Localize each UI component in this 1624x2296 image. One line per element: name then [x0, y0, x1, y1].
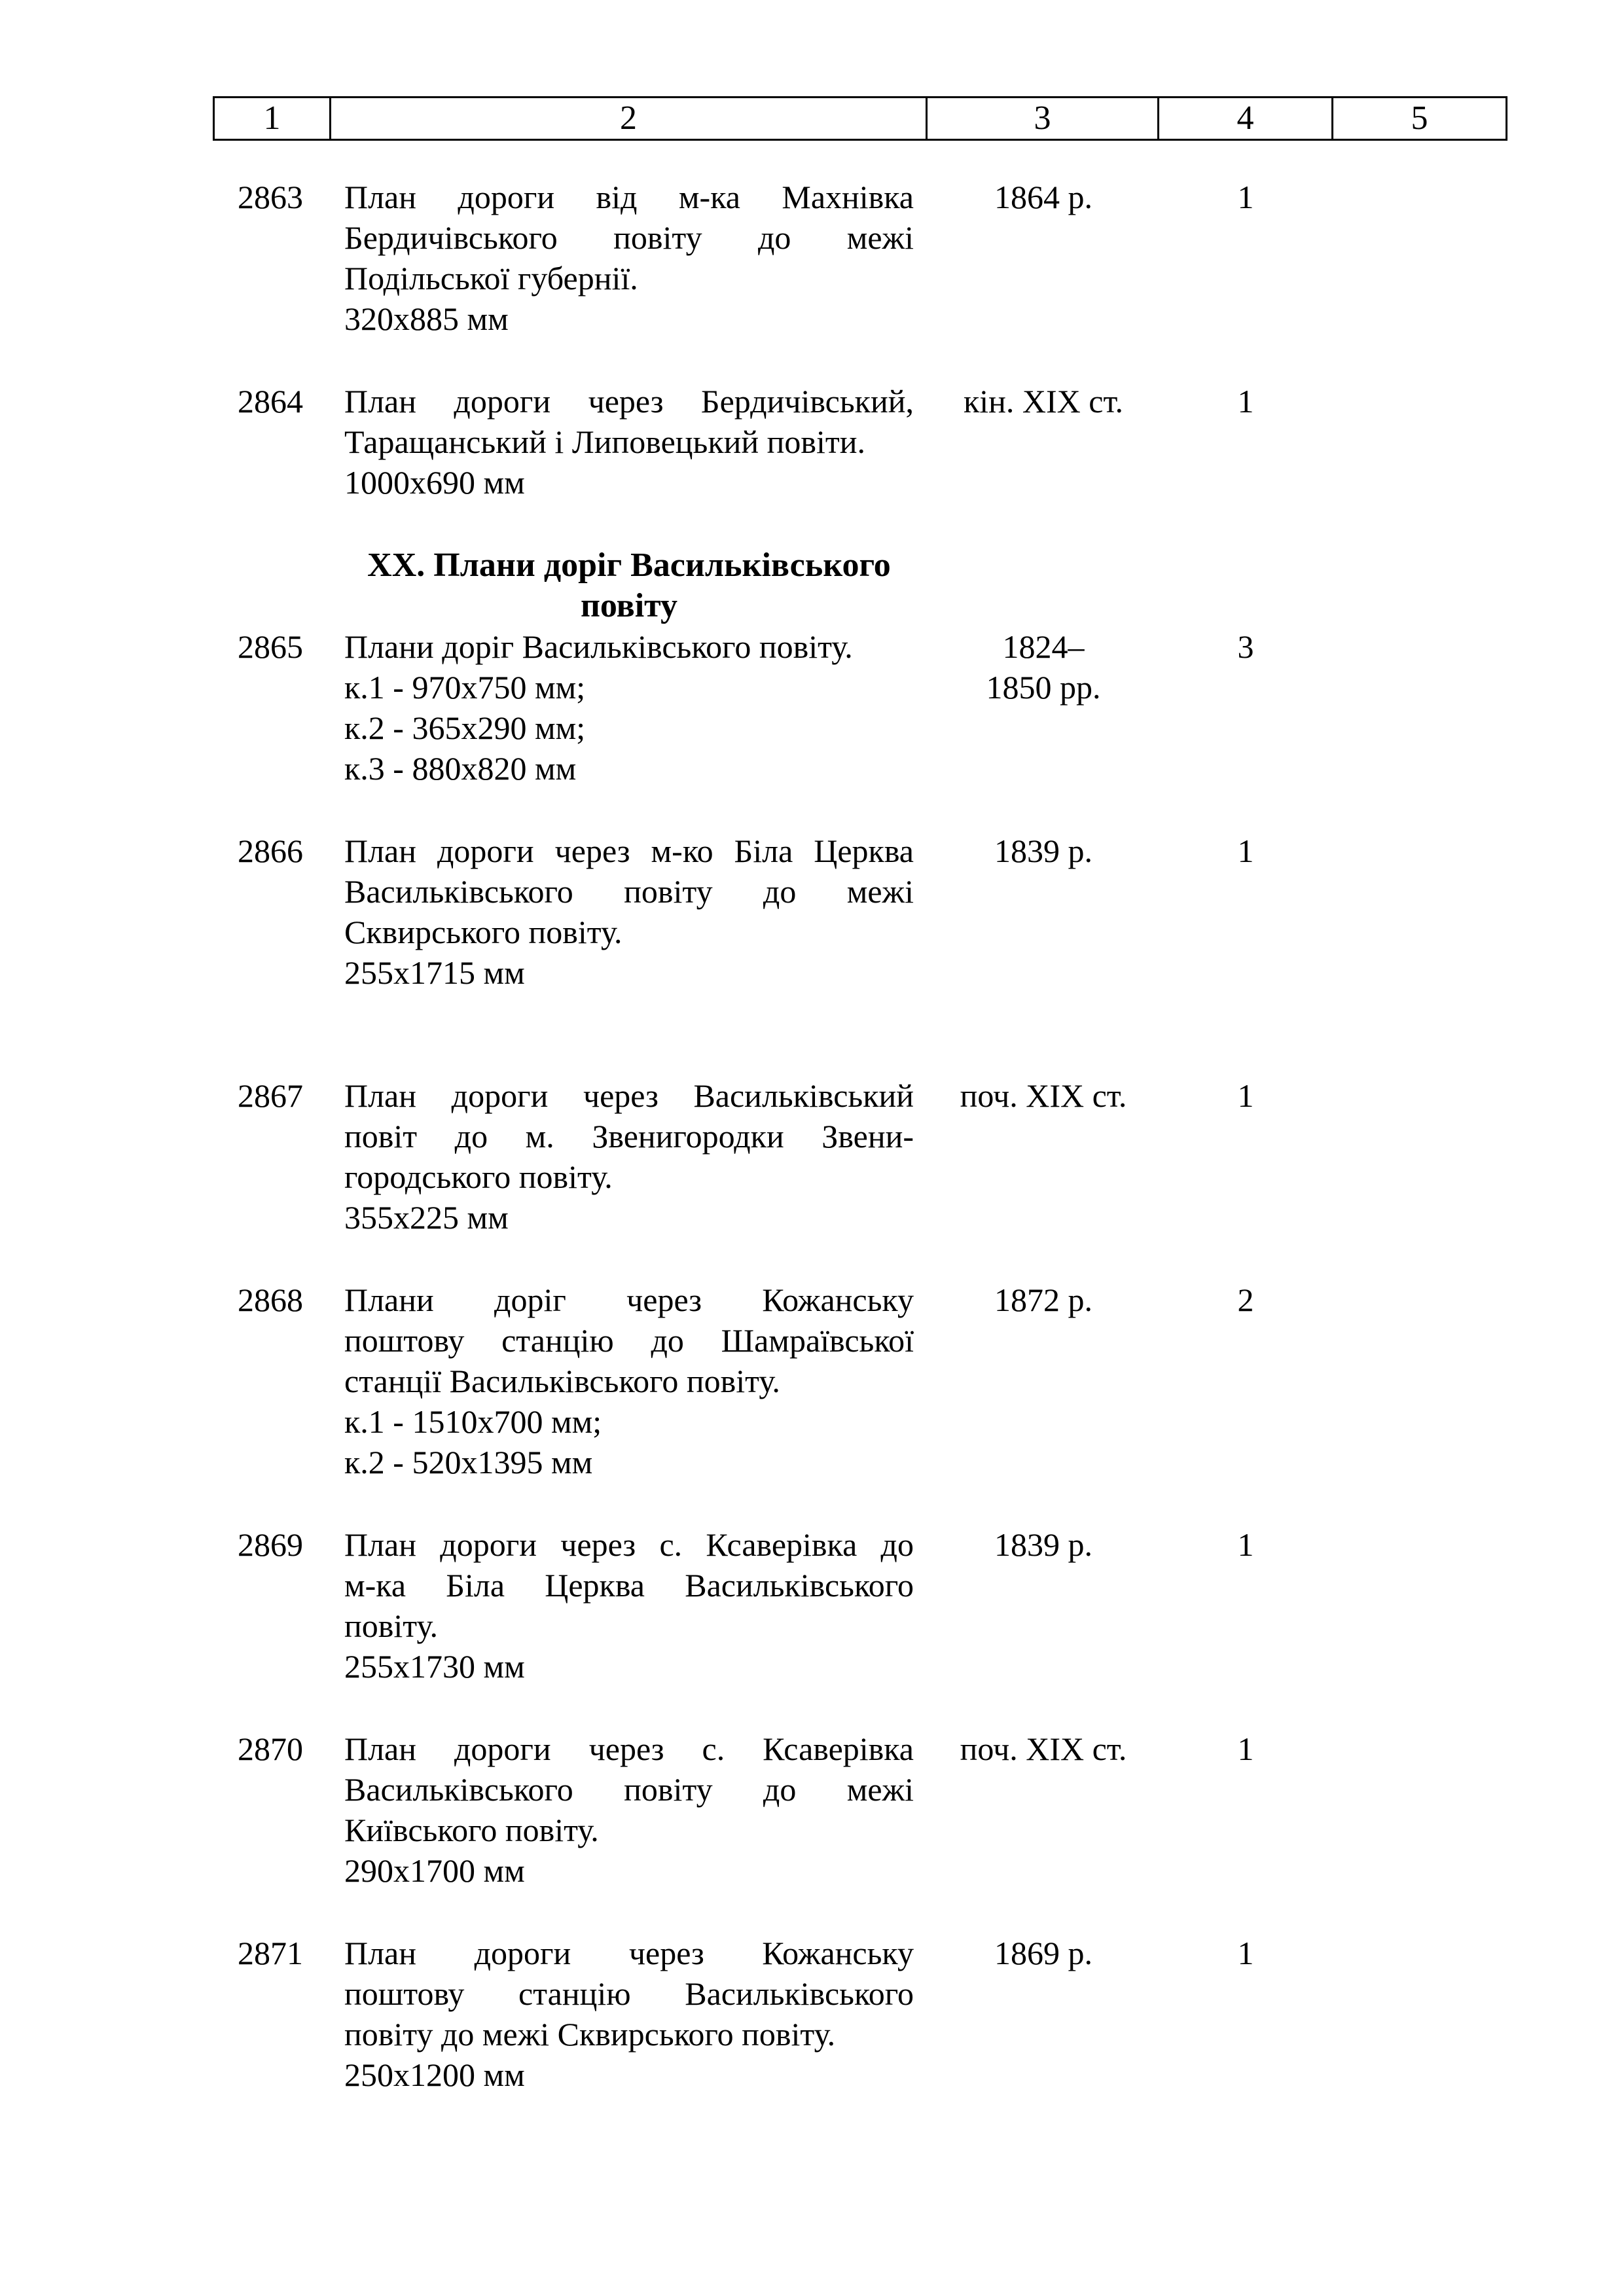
entry-date — [928, 1524, 1159, 1565]
column-header: 5 — [1333, 98, 1507, 140]
description-line: Плани доріг Васильківського повіту. — [344, 628, 853, 665]
section-title — [344, 545, 914, 626]
description-line: 255x1730 мм — [344, 1648, 525, 1685]
entry-description — [344, 381, 914, 503]
entry-number: 2867 — [238, 1077, 303, 1114]
description-line: План дороги через Васильківський — [344, 1077, 914, 1114]
description-line: Таращанський і Липовецький повіти. — [344, 423, 865, 460]
description-line: поштову станцію до Шамраївської — [344, 1322, 914, 1359]
entry-date — [928, 626, 1159, 708]
entry-count: 1 — [1237, 179, 1254, 215]
description-line: 255x1715 мм — [344, 954, 525, 991]
entry-number: 2868 — [238, 1282, 303, 1318]
date-line: 1839 р. — [994, 1526, 1092, 1563]
entry-count: 1 — [1237, 383, 1254, 420]
description-line: Подільської губернії. — [344, 260, 638, 296]
date-line: 1872 р. — [994, 1282, 1092, 1318]
description-line: к.2 - 365x290 мм; — [344, 709, 586, 746]
description-line: Бердичівського повіту до межі — [344, 219, 914, 256]
column-header: 1 — [214, 98, 331, 140]
date-line: 1869 р. — [994, 1935, 1092, 1971]
entry-date — [928, 177, 1159, 217]
description-line: 1000x690 мм — [344, 464, 525, 501]
entry-number: 2866 — [238, 833, 303, 869]
date-line: 1850 рр. — [986, 669, 1101, 706]
entry-description — [344, 831, 914, 993]
description-line: Плани доріг через Кожанську — [344, 1282, 914, 1318]
column-header: 4 — [1159, 98, 1333, 140]
date-line: 1824– — [1002, 628, 1085, 665]
entry-count: 1 — [1237, 833, 1254, 869]
description-line: План дороги через с. Ксаверівка — [344, 1731, 914, 1767]
date-line: 1839 р. — [994, 833, 1092, 869]
entry-number: 2864 — [238, 383, 303, 420]
date-line: поч. XIX ст. — [960, 1731, 1127, 1767]
entry-number: 2870 — [238, 1731, 303, 1767]
description-line: 290x1700 мм — [344, 1852, 525, 1889]
entry-number: 2863 — [238, 179, 303, 215]
description-line: План дороги через Кожанську — [344, 1935, 914, 1971]
entry-count: 1 — [1237, 1935, 1254, 1971]
entry-date — [928, 1729, 1159, 1769]
column-header: 2 — [331, 98, 927, 140]
entry-date — [928, 381, 1159, 422]
entry-description — [344, 1729, 914, 1891]
description-line: 320x885 мм — [344, 300, 509, 337]
description-line: Київського повіту. — [344, 1812, 599, 1848]
date-line: поч. XIX ст. — [960, 1077, 1127, 1114]
description-line: поштову станцію Васильківського — [344, 1975, 914, 2012]
description-line: повіту до межі Сквирського повіту. — [344, 2016, 836, 2053]
entry-count: 3 — [1237, 628, 1254, 665]
description-line: станції Васильківського повіту. — [344, 1363, 780, 1399]
section-title-line: повіту — [580, 587, 678, 624]
date-line: 1864 р. — [994, 179, 1092, 215]
entry-date — [928, 1075, 1159, 1116]
description-line: повіту. — [344, 1607, 438, 1644]
description-line: повіт до м. Звенигородки Звени- — [344, 1118, 914, 1155]
entry-number: 2871 — [238, 1935, 303, 1971]
entry-date — [928, 831, 1159, 871]
description-line: 250x1200 мм — [344, 2056, 525, 2093]
description-line: План дороги через Бердичівський, — [344, 383, 914, 420]
column-header-table — [213, 96, 1507, 141]
column-header: 3 — [927, 98, 1159, 140]
description-line: План дороги через м-ко Біла Церква — [344, 833, 914, 869]
description-line: 355x225 мм — [344, 1199, 509, 1236]
entry-description — [344, 1280, 914, 1482]
description-line: к.3 - 880x820 мм — [344, 750, 577, 787]
entry-description — [344, 1075, 914, 1238]
entry-description — [344, 1933, 914, 2095]
description-line: Васильківського повіту до межі — [344, 873, 914, 910]
column-header-row — [214, 98, 1507, 140]
entry-description — [344, 1524, 914, 1687]
description-line: План дороги від м-ка Махнівка — [344, 179, 914, 215]
description-line: м-ка Біла Церква Васильківського — [344, 1567, 914, 1604]
entry-count: 1 — [1237, 1731, 1254, 1767]
description-line: Сквирського повіту. — [344, 914, 623, 950]
entry-count: 1 — [1237, 1526, 1254, 1563]
description-line: к.2 - 520x1395 мм — [344, 1444, 593, 1480]
entry-number: 2865 — [238, 628, 303, 665]
entry-count: 2 — [1237, 1282, 1254, 1318]
description-line: к.1 - 970x750 мм; — [344, 669, 586, 706]
entry-number: 2869 — [238, 1526, 303, 1563]
entry-count: 1 — [1237, 1077, 1254, 1114]
description-line: к.1 - 1510x700 мм; — [344, 1403, 602, 1440]
entry-date — [928, 1280, 1159, 1320]
entry-description — [344, 177, 914, 339]
description-line: городського повіту. — [344, 1158, 613, 1195]
entry-description — [344, 626, 914, 789]
date-line: кін. XIX ст. — [963, 383, 1124, 420]
description-line: План дороги через с. Ксаверівка до — [344, 1526, 914, 1563]
section-title-line: XX. Плани доріг Васильківського — [367, 547, 891, 584]
entry-date — [928, 1933, 1159, 1973]
description-line: Васильківського повіту до межі — [344, 1771, 914, 1808]
